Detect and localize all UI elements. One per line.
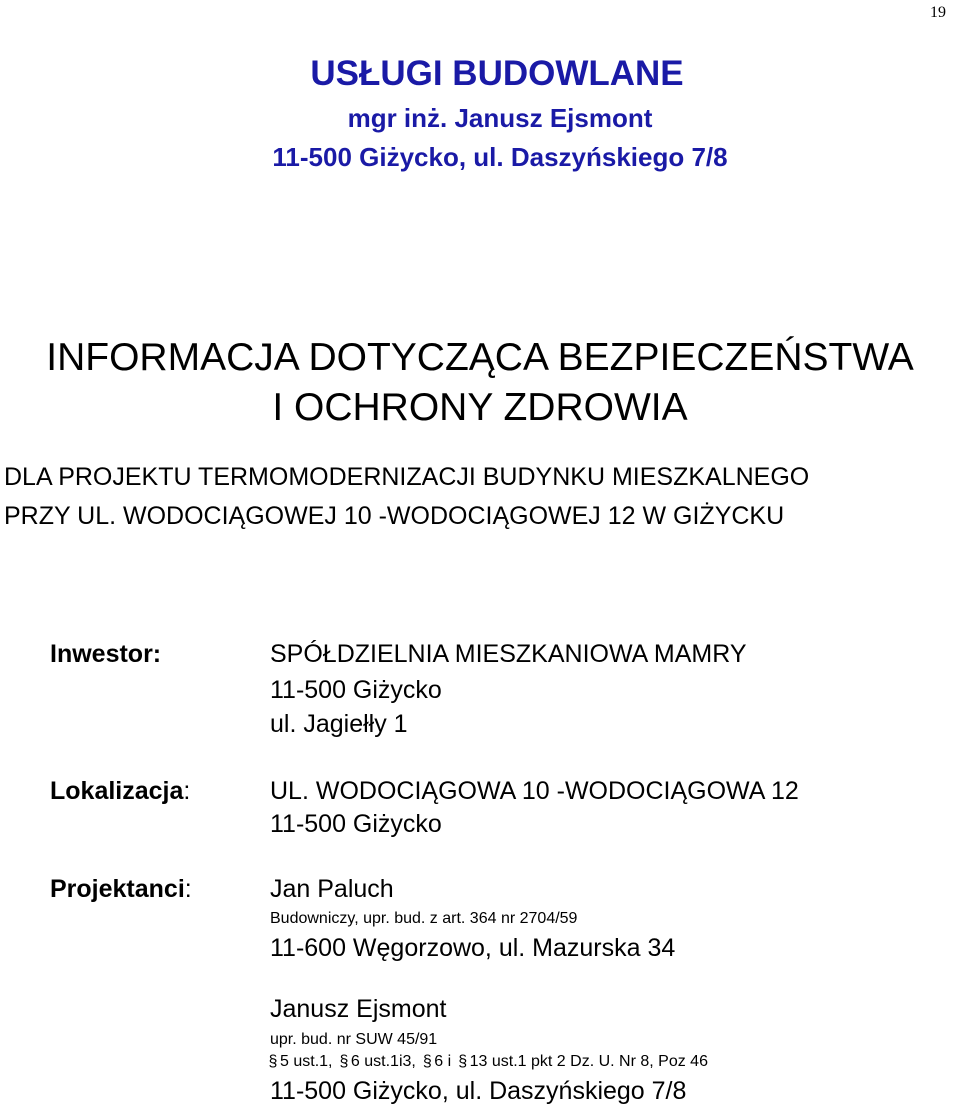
firm-address: 11-500 Giżycko, ul. Daszyńskiego 7/8: [272, 142, 728, 172]
designers-label-text: Projektanci: [50, 875, 185, 903]
firm-name: USŁUGI BUDOWLANE: [310, 54, 684, 93]
location-city: 11-500 Giżycko: [270, 810, 442, 838]
firm-person: mgr inż. Janusz Ejsmont: [347, 103, 653, 133]
location-street: UL. WODOCIĄGOWA 10 -WODOCIĄGOWA 12: [270, 777, 799, 805]
location-label-text: Lokalizacja: [50, 777, 184, 805]
section-sign: §: [339, 1053, 349, 1070]
designer-2-credentials: upr. bud. nr SUW 45/91: [270, 1031, 438, 1048]
designer-2-name: Janusz Ejsmont: [270, 995, 447, 1023]
investor-label-text: Inwestor: [50, 640, 153, 668]
document-subtitle-line-2: PRZY UL. WODOCIĄGOWEJ 10 -WODOCIĄGOWEJ 12 W GIŻYCKU: [4, 502, 785, 530]
designers-label-colon: :: [184, 875, 192, 903]
document-title-line-1: INFORMACJA DOTYCZĄCA BEZPIECZEŃSTWA: [46, 336, 914, 379]
investor-label: [50, 640, 161, 669]
location-label-colon: :: [183, 777, 191, 805]
designers-label: [50, 875, 192, 904]
location-label: [50, 777, 190, 806]
section-sign: §: [268, 1053, 278, 1070]
legal-basis-part-1: 5 ust.1,: [280, 1053, 337, 1070]
document-title-line-2: I OCHRONY ZDROWIA: [272, 386, 688, 429]
investor-label-colon: :: [152, 640, 162, 668]
investor-street: ul. Jagiełły 1: [270, 710, 408, 738]
designer-2-address: 11-500 Giżycko, ul. Daszyńskiego 7/8: [270, 1077, 687, 1105]
section-sign: §: [458, 1053, 468, 1070]
designer-1-credentials: Budowniczy, upr. bud. z art. 364 nr 2704/59: [270, 910, 578, 927]
page-number: 19: [930, 4, 946, 21]
designer-1-name: Jan Paluch: [270, 875, 394, 903]
designer-2-legal-basis: [266, 1053, 708, 1071]
legal-basis-part-4: 13 ust.1 pkt 2 Dz. U. Nr 8, Poz 46: [469, 1053, 708, 1070]
document-subtitle-line-1: DLA PROJEKTU TERMOMODERNIZACJI BUDYNKU MIESZKALNEGO: [4, 463, 810, 491]
legal-basis-part-2: 6 ust.1i3,: [350, 1053, 421, 1070]
section-sign: §: [422, 1053, 432, 1070]
legal-basis-part-3: 6 i: [434, 1053, 456, 1070]
designer-1-address: 11-600 Węgorzowo, ul. Mazurska 34: [270, 934, 676, 962]
investor-city: 11-500 Giżycko: [270, 676, 442, 704]
investor-name: SPÓŁDZIELNIA MIESZKANIOWA MAMRY: [270, 640, 747, 668]
